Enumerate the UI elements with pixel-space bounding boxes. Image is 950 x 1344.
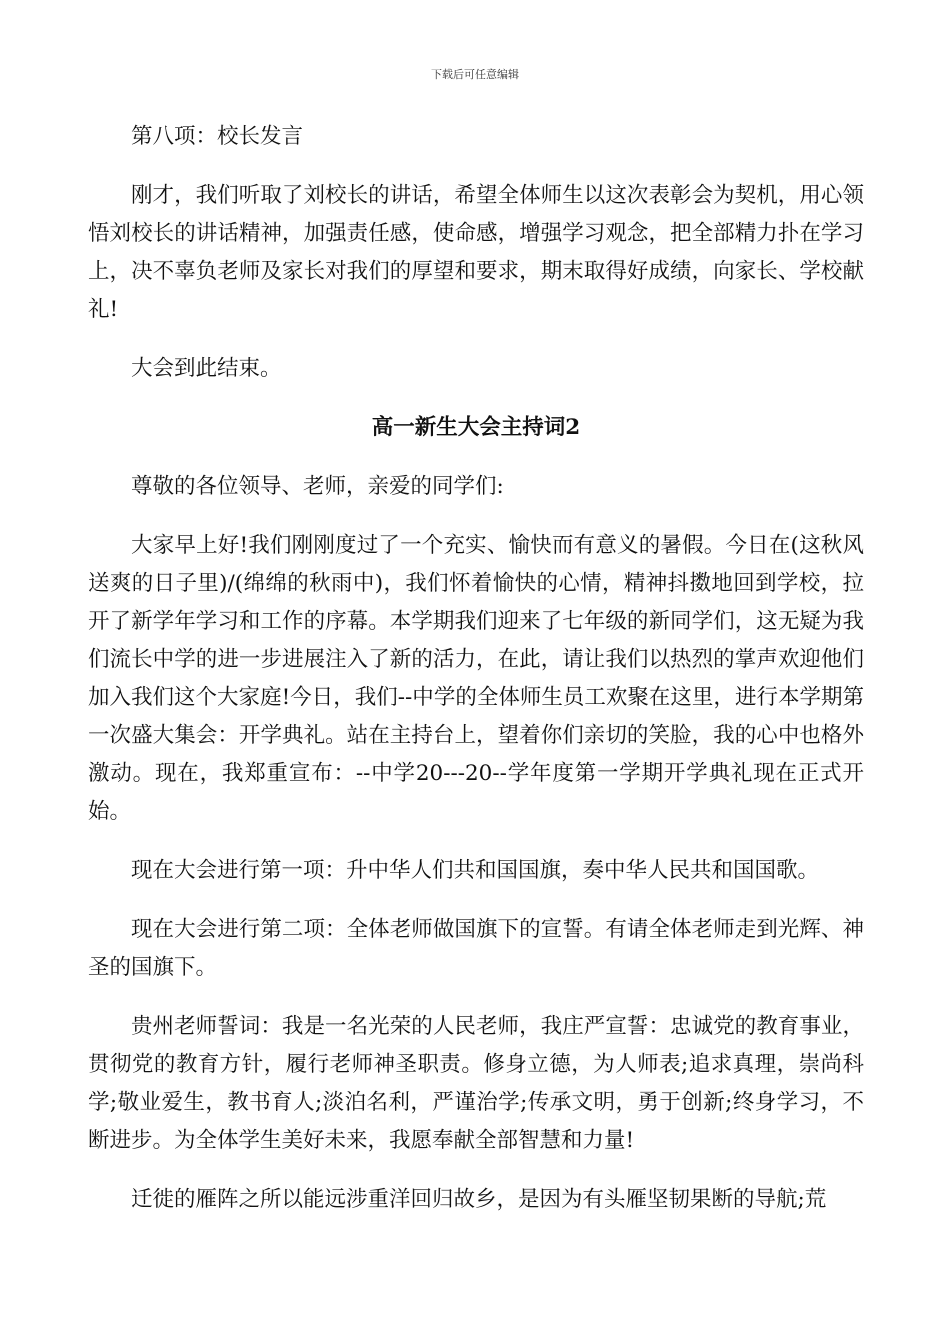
paragraph-greeting: 尊敬的各位领导、老师，亲爱的同学们: [131,474,504,499]
paragraph-agenda-item-1: 现在大会进行第一项：升中华人们共和国国旗，奏中华人民共和国国歌。 [131,858,820,883]
paragraph-agenda-item-2: 现在大会进行第二项：全体老师做国旗下的宣誓。有请全体老师走到光辉、神圣的国旗下。 [88,917,864,980]
paragraph-principal-summary: 刚才，我们听取了刘校长的讲话，希望全体师生以这次表彰会为契机，用心领悟刘校长的讲话精神，加强责任感，使命感，增强学习观念，把全部精力扑在学习上，决不辜负老师及家长对我们的厚望和要求，期末取得好成绩，向家长、学校献礼! [88,183,864,322]
document-body [88,118,864,1240]
section-heading: 高一新生大会主持词2 [371,415,581,440]
paragraph-opening-speech: 大家早上好!我们刚刚度过了一个充实、愉快而有意义的暑假。今日在(这秋风送爽的日子里)/(绵绵的秋雨中)，我们怀着愉快的心情，精神抖擞地回到学校，拉开了新学年学习和工作的序幕。本学期我们迎来了七年级的新同学们，这无疑为我们流长中学的进一步进展注入了新的活力，在此，请让我们以热烈的掌声欢迎他们加入我们这个大家庭!今日，我们--中学的全体师生员工欢聚在这里，进行本学期第一次盛大集会：开学典礼。站在主持台上，望着你们亲切的笑脸，我的心中也格外激动。现在，我郑重宣布：--中学20---20--学年度第一学期开学典礼现在正式开始。 [88,533,864,824]
page-header-note: 下载后可任意编辑 [431,68,519,81]
paragraph-teacher-oath: 贵州老师誓词：我是一名光荣的人民老师，我庄严宣誓：忠诚党的教育事业，贯彻党的教育方针，履行老师神圣职责。修身立德，为人师表;追求真理，崇尚科学;敬业爱生，教书育人;淡泊名利，严谨治学;传承文明，勇于创新;终身学习，不断进步。为全体学生美好未来，我愿奉献全部智慧和力量! [88,1014,864,1153]
paragraph-goose-metaphor: 迁徙的雁阵之所以能远涉重洋回归故乡，是因为有头雁坚韧果断的导航;荒 [131,1187,827,1212]
paragraph-item-8: 第八项：校长发言 [131,124,304,149]
paragraph-meeting-end: 大会到此结束。 [131,356,282,381]
